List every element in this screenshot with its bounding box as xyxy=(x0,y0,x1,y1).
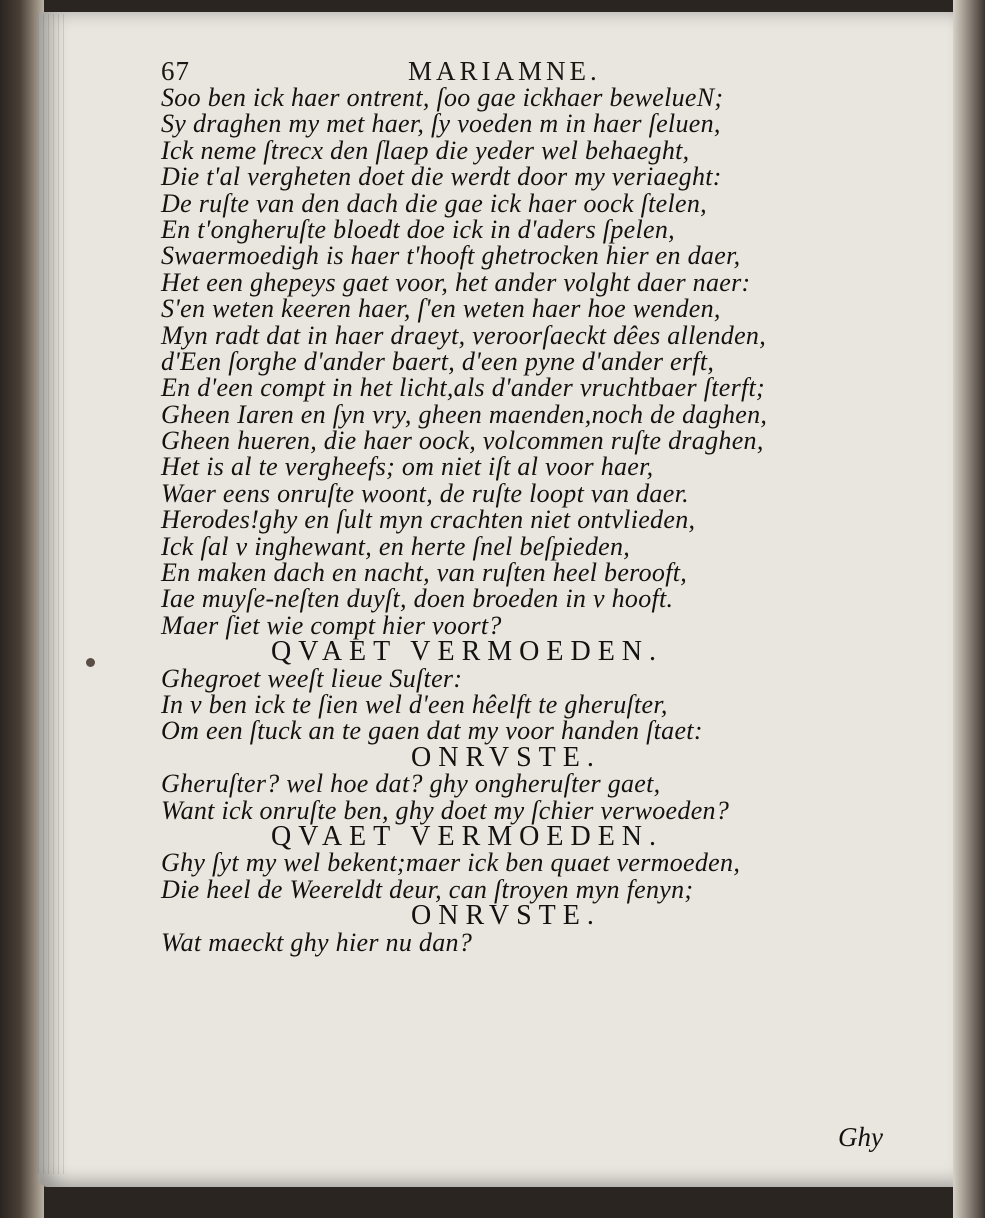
speaker-heading: ONRVSTE. xyxy=(411,741,601,773)
verse-line: Wat maeckt ghy hier nu dan? xyxy=(161,927,473,957)
running-title: MARIAMNE. xyxy=(408,56,601,86)
verse-line: S'en weten keeren haer, ſ'en weten haer hoe wenden, xyxy=(161,294,721,324)
verse-line: En t'ongheruſte bloedt doe ick in d'aders ſpelen, xyxy=(161,214,675,244)
verse-line: En maken dach en nacht, van ruſten heel berooft, xyxy=(161,558,688,588)
verse-line: Waer eens onruſte woont, de ruſte loopt van daer. xyxy=(161,478,689,508)
verse-line: Het een ghepeys gaet voor, het ander volght daer naer: xyxy=(161,267,751,297)
facing-page-edge xyxy=(953,0,985,1218)
speaker-heading: ONRVSTE. xyxy=(411,900,601,932)
speaker-heading: QVAET VERMOEDEN. xyxy=(271,636,664,668)
verse-line: Die t'al vergheten doet die werdt door my veriaeght: xyxy=(161,162,722,192)
verse-line: Gheen Iaren en ſyn vry, gheen maenden,noch de daghen, xyxy=(161,399,768,429)
verse-line: Die heel de Weereldt deur, can ſtroyen myn fenyn; xyxy=(161,874,694,904)
verse-line: d'Een ſorghe d'ander baert, d'een pyne d'ander erft, xyxy=(161,346,715,376)
verse-line: Sy draghen my met haer, ſy voeden m in haer ſeluen, xyxy=(161,109,721,139)
verse-line: Ghegroet weeſt lieue Suſter: xyxy=(161,663,463,693)
page-number: 67 xyxy=(161,56,190,86)
speaker-heading: QVAET VERMOEDEN. xyxy=(271,820,664,852)
verse-line: Soo ben ick haer ontrent, ſoo gae ickhaer bewelueN; xyxy=(161,83,724,112)
verse-line: En d'een compt in het licht,als d'ander vruchtbaer ſterft; xyxy=(161,373,766,403)
verse-line: Want ick onruſte ben, ghy doet my ſchier verwoeden? xyxy=(161,795,730,825)
verse-line: In v ben ick te ſien wel d'een hêelft te gheruſter, xyxy=(161,689,668,719)
verse-line: Ick neme ſtrecx den ſlaep die yeder wel behaeght, xyxy=(161,135,690,165)
verse-line: Herodes!ghy en ſult myn crachten niet ontvlieden, xyxy=(161,505,696,535)
catchword: Ghy xyxy=(838,1122,883,1152)
page-gutter xyxy=(38,14,68,1174)
verse-line: Maer ſiet wie compt hier voort? xyxy=(161,610,502,640)
verse-line: Ick ſal v inghewant, en herte ſnel beſpieden, xyxy=(161,531,631,561)
ink-spot xyxy=(86,658,95,667)
verse-line: Ghy ſyt my wel bekent;maer ick ben quaet vermoeden, xyxy=(161,848,741,878)
verse-line: De ruſte van den dach die gae ick haer oock ſtelen, xyxy=(161,188,707,218)
verse-line: Gheruſter? wel hoe dat? ghy ongheruſter gaet, xyxy=(161,769,661,799)
verse-line: Swaermoedigh is haer t'hooft ghetrocken hier en daer, xyxy=(161,241,741,271)
verse-line: Het is al te vergheefs; om niet iſt al voor haer, xyxy=(161,452,654,482)
verse-line: Myn radt dat in haer draeyt, veroorſaeckt dêes allenden, xyxy=(161,320,767,350)
verse-line: Iae muyſe-neſten duyſt, doen broeden in v hooft. xyxy=(161,584,674,614)
verse-line: Gheen hueren, die haer oock, volcommen ruſte draghen, xyxy=(161,426,764,456)
verse-text-block xyxy=(161,85,861,956)
verse-line: Om een ſtuck an te gaen dat my voor handen ſtaet: xyxy=(161,716,703,746)
